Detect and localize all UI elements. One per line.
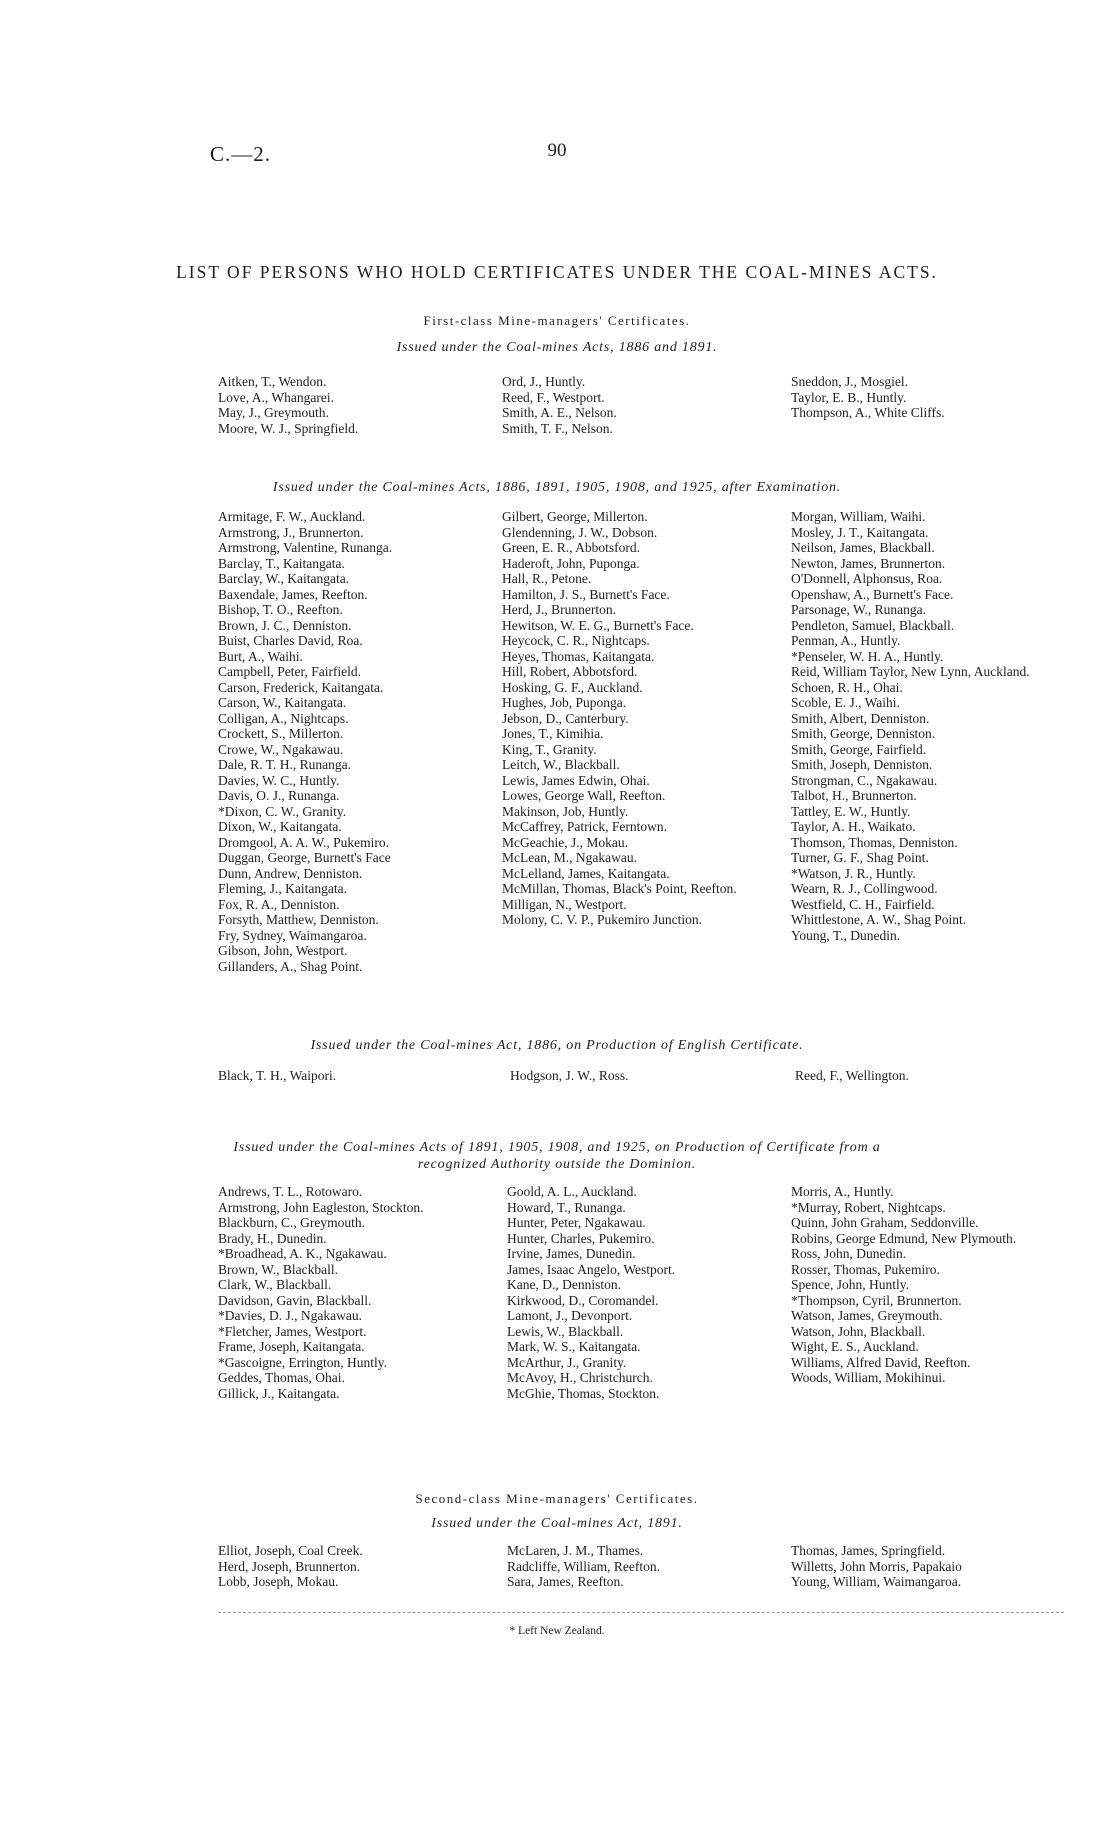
list-item: Mark, W. S., Kaitangata. — [507, 1339, 641, 1354]
list-item: Young, William, Waimangaroa. — [791, 1574, 962, 1589]
list-item: Hill, Robert, Abbotsford. — [502, 664, 638, 679]
list-item: Gillick, J., Kaitangata. — [218, 1385, 340, 1401]
section-heading-1891: Issued under the Coal-mines Act, 1891. — [431, 1516, 683, 1531]
list-item: Hewitson, W. E. G., Burnett's Face. — [502, 617, 694, 633]
list-item: Westfield, C. H., Fairfield. — [791, 896, 935, 912]
list-item: Heyes, Thomas, Kaitangata. — [502, 648, 655, 664]
list-item: McLean, M., Ngakawau. — [502, 850, 637, 865]
list-item: Duggan, George, Burnett's Face — [218, 850, 391, 865]
list-column — [791, 1184, 1063, 1386]
list-item: Dunn, Andrew, Denniston. — [218, 865, 363, 881]
list-item: Fox, R. A., Denniston. — [218, 896, 340, 912]
list-item: *Davies, D. J., Ngakawau. — [218, 1308, 362, 1323]
list-item: Neilson, James, Blackball. — [791, 540, 935, 555]
list-item: Rosser, Thomas, Pukemiro. — [791, 1261, 940, 1277]
list-item: Radcliffe, William, Reefton. — [507, 1558, 661, 1574]
list-item: Williams, Alfred David, Reefton. — [791, 1354, 971, 1370]
list-item: Pendleton, Samuel, Blackball. — [791, 617, 955, 633]
list-item: Brady, H., Dunedin. — [218, 1230, 327, 1246]
list-item: Goold, A. L., Auckland. — [507, 1184, 637, 1199]
list-item: McGhie, Thomas, Stockton. — [507, 1385, 660, 1401]
list-item: Lewis, James Edwin, Ohai. — [502, 772, 650, 788]
list-column — [502, 509, 768, 928]
list-column — [218, 509, 480, 974]
list-item: Molony, C. V. P., Pukemiro Junction. — [502, 912, 703, 927]
list-column — [791, 374, 1061, 421]
list-item: Talbot, H., Brunnerton. — [791, 788, 917, 803]
list-item: Jebson, D., Canterbury. — [502, 710, 629, 726]
list-item: Whittlestone, A. W., Shag Point. — [791, 912, 967, 927]
list-item: Aitken, T., Wendon. — [218, 374, 327, 389]
list-item: Davies, W. C., Huntly. — [218, 772, 340, 788]
list-column — [218, 1543, 480, 1590]
list-item: Leitch, W., Blackball. — [502, 757, 620, 772]
list-item: Mosley, J. T., Kaitangata. — [791, 524, 929, 540]
list-item: Wearn, R. J., Collingwood. — [791, 881, 938, 896]
list-item: Herd, Joseph, Brunnerton. — [218, 1558, 361, 1574]
list-item: Penman, A., Huntly. — [791, 633, 901, 648]
page-number: 90 — [547, 140, 567, 161]
list-item: Ord, J., Huntly. — [502, 374, 586, 389]
list-item: Hosking, G. F., Auckland. — [502, 679, 643, 695]
list-item: Armstrong, J., Brunnerton. — [218, 524, 364, 540]
list-item: Crockett, S., Millerton. — [218, 726, 344, 741]
list-item: Armstrong, John Eagleston, Stockton. — [218, 1199, 424, 1215]
list-item: Sneddon, J., Mosgiel. — [791, 374, 909, 389]
list-item: Davidson, Gavin, Blackball. — [218, 1292, 372, 1308]
list-item: Spence, John, Huntly. — [791, 1277, 909, 1292]
list-item: Hall, R., Petone. — [502, 571, 592, 586]
list-item: Sara, James, Reefton. — [507, 1574, 624, 1589]
list-item: Tattley, E. W., Huntly. — [791, 803, 911, 819]
list-item: Blackburn, C., Greymouth. — [218, 1215, 365, 1230]
list-item: May, J., Greymouth. — [218, 405, 329, 420]
list-item: Moore, W. J., Springfield. — [218, 420, 359, 436]
list-item: Kane, D., Denniston. — [507, 1277, 621, 1292]
list-item: *Gascoigne, Errington, Huntly. — [218, 1354, 387, 1370]
list-item: Andrews, T. L., Rotowaro. — [218, 1184, 363, 1199]
list-item: *Thompson, Cyril, Brunnerton. — [791, 1292, 962, 1308]
section-heading-outside-dominion: Issued under the Coal-mines Acts of 1891, 1905, 1908, and 1925, on Production of Certificate from a — [233, 1140, 881, 1155]
list-item: Green, E. R., Abbotsford. — [502, 540, 640, 555]
list-item: Parsonage, W., Runanga. — [791, 602, 926, 617]
list-item: *Penseler, W. H. A., Huntly. — [791, 648, 944, 664]
list-column — [218, 1068, 478, 1084]
list-item: *Fletcher, James, Westport. — [218, 1323, 367, 1339]
list-item: Black, T. H., Waipori. — [218, 1068, 337, 1083]
list-item: James, Isaac Angelo, Westport. — [507, 1261, 676, 1277]
list-item: Smith, Albert, Denniston. — [791, 710, 930, 726]
list-item: McAvoy, H., Christchurch. — [507, 1370, 653, 1385]
list-item: Woods, William, Mokihinui. — [791, 1370, 946, 1385]
list-column — [502, 374, 762, 436]
list-item: Scoble, E. J., Waihi. — [791, 695, 900, 710]
list-item: Quinn, John Graham, Seddonville. — [791, 1215, 979, 1230]
list-item: Clark, W., Blackball. — [218, 1277, 332, 1292]
list-item: Barclay, T., Kaitangata. — [218, 555, 345, 571]
list-column — [507, 1543, 769, 1590]
list-item: Lobb, Joseph, Mokau. — [218, 1574, 339, 1589]
list-item: Taylor, A. H., Waikato. — [791, 819, 916, 834]
list-item: Smith, A. E., Nelson. — [502, 405, 617, 420]
list-item: Robins, George Edmund, New Plymouth. — [791, 1230, 1017, 1246]
list-item: Openshaw, A., Burnett's Face. — [791, 586, 954, 602]
footnote: * Left New Zealand. — [509, 1625, 605, 1637]
list-item: Colligan, A., Nightcaps. — [218, 710, 349, 726]
list-item: Crowe, W., Ngakawau. — [218, 741, 344, 757]
list-item: Barclay, W., Kaitangata. — [218, 571, 350, 586]
list-item: Taylor, E. B., Huntly. — [791, 389, 907, 405]
list-item: Young, T., Dunedin. — [791, 927, 901, 943]
section-heading-1886-1891: Issued under the Coal-mines Acts, 1886 and 1891. — [396, 340, 718, 355]
list-item: Campbell, Peter, Fairfield. — [218, 664, 362, 679]
list-item: Bishop, T. O., Reefton. — [218, 602, 343, 617]
footnote-divider — [218, 1612, 1064, 1613]
list-item: McLaren, J. M., Thames. — [507, 1543, 644, 1558]
list-column — [218, 374, 478, 436]
page-title: LIST OF PERSONS WHO HOLD CERTIFICATES UNDER THE COAL-MINES ACTS. — [176, 262, 938, 282]
list-item: Jones, T., Kimihia. — [502, 726, 604, 741]
list-item: McGeachie, J., Mokau. — [502, 834, 628, 850]
list-item: Hunter, Peter, Ngakawau. — [507, 1215, 646, 1230]
list-column — [791, 509, 1061, 943]
list-item: Strongman, C., Ngakawau. — [791, 772, 938, 788]
list-item: Burt, A., Waihi. — [218, 648, 303, 664]
list-column — [510, 1068, 770, 1084]
list-item: *Dixon, C. W., Granity. — [218, 803, 347, 819]
list-item: Wight, E. S., Auckland. — [791, 1339, 919, 1354]
list-item: Lewis, W., Blackball. — [507, 1323, 624, 1339]
list-item: Armstrong, Valentine, Runanga. — [218, 540, 393, 555]
list-item: Lowes, George Wall, Reefton. — [502, 788, 666, 803]
list-item: Buist, Charles David, Roa. — [218, 633, 363, 648]
list-item: Morris, A., Huntly. — [791, 1184, 894, 1199]
list-item: Glendenning, J. W., Dobson. — [502, 524, 658, 540]
list-item: Watson, James, Greymouth. — [791, 1308, 943, 1323]
list-item: Newton, James, Brunnerton. — [791, 555, 946, 571]
section-heading-outside-dominion-continued: recognized Authority outside the Dominion. — [417, 1157, 697, 1172]
list-item: Dale, R. T. H., Runanga. — [218, 757, 351, 772]
list-item: Howard, T., Runanga. — [507, 1199, 626, 1215]
list-column — [507, 1184, 769, 1401]
list-item: *Watson, J. R., Huntly. — [791, 865, 916, 881]
first-class-heading: First-class Mine-managers' Certificates. — [423, 313, 691, 328]
list-column — [218, 1184, 480, 1401]
list-item: Dromgool, A. A. W., Pukemiro. — [218, 834, 390, 850]
list-item: Milligan, N., Westport. — [502, 896, 627, 912]
list-item: Forsyth, Matthew, Denniston. — [218, 912, 379, 927]
list-item: Carson, Frederick, Kaitangata. — [218, 679, 384, 695]
list-item: Herd, J., Brunnerton. — [502, 602, 616, 617]
list-item: Smith, George, Denniston. — [791, 726, 936, 741]
list-item: Heycock, C. R., Nightcaps. — [502, 633, 650, 648]
list-item: Davis, O. J., Runanga. — [218, 788, 340, 803]
list-item: McArthur, J., Granity. — [507, 1354, 627, 1370]
list-item: McCaffrey, Patrick, Ferntown. — [502, 819, 667, 834]
list-item: O'Donnell, Alphonsus, Roa. — [791, 571, 943, 586]
list-item: Gillanders, A., Shag Point. — [218, 958, 363, 974]
list-item: Thomson, Thomas, Denniston. — [791, 834, 958, 850]
list-item: Hamilton, J. S., Burnett's Face. — [502, 586, 670, 602]
list-item: Smith, George, Fairfield. — [791, 741, 927, 757]
list-item: Thomas, James, Springfield. — [791, 1543, 946, 1558]
list-item: Turner, G. F., Shag Point. — [791, 850, 929, 865]
list-item: *Murray, Robert, Nightcaps. — [791, 1199, 946, 1215]
list-item: Fry, Sydney, Waimangaroa. — [218, 927, 367, 943]
list-item: Watson, John, Blackball. — [791, 1323, 926, 1339]
list-item: Reid, William Taylor, New Lynn, Auckland. — [791, 664, 1030, 679]
list-item: Willetts, John Morris, Papakaio — [791, 1558, 962, 1574]
list-column — [791, 1543, 1063, 1590]
list-item: Fleming, J., Kaitangata. — [218, 881, 347, 896]
list-item: Elliot, Joseph, Coal Creek. — [218, 1543, 363, 1558]
list-item: Dixon, W., Kaitangata. — [218, 819, 342, 834]
list-item: Makinson, Job, Huntly. — [502, 803, 629, 819]
list-item: Hodgson, J. W., Ross. — [510, 1068, 629, 1083]
list-item: *Broadhead, A. K., Ngakawau. — [218, 1246, 387, 1261]
list-item: Brown, W., Blackball. — [218, 1261, 338, 1277]
list-item: Gibson, John, Westport. — [218, 943, 348, 958]
list-item: McMillan, Thomas, Black's Point, Reefton. — [502, 881, 737, 896]
list-item: Morgan, William, Waihi. — [791, 509, 926, 524]
document-reference: C.—2. — [210, 142, 272, 166]
list-item: McLelland, James, Kaitangata. — [502, 865, 670, 881]
list-item: Armitage, F. W., Auckland. — [218, 509, 366, 524]
list-item: Love, A., Whangarei. — [218, 389, 334, 405]
section-heading-examination: Issued under the Coal-mines Acts, 1886, 1891, 1905, 1908, and 1925, after Examination. — [272, 480, 842, 495]
list-item: Reed, F., Wellington. — [795, 1068, 909, 1083]
list-item: Brown, J. C., Denniston. — [218, 617, 352, 633]
second-class-heading: Second-class Mine-managers' Certificates. — [415, 1491, 699, 1506]
list-item: Kirkwood, D., Coromandel. — [507, 1292, 659, 1308]
list-item: Carson, W., Kaitangata. — [218, 695, 347, 710]
section-heading-english-certificate: Issued under the Coal-mines Act, 1886, on Production of English Certificate. — [310, 1038, 804, 1053]
list-item: Hunter, Charles, Pukemiro. — [507, 1230, 655, 1246]
list-item: Frame, Joseph, Kaitangata. — [218, 1339, 365, 1354]
list-item: King, T., Granity. — [502, 741, 597, 757]
list-item: Haderoft, John, Puponga. — [502, 555, 640, 571]
list-item: Smith, T. F., Nelson. — [502, 420, 613, 436]
list-item: Hughes, Job, Puponga. — [502, 695, 627, 710]
list-item: Schoen, R. H., Ohai. — [791, 679, 903, 695]
list-item: Irvine, James, Dunedin. — [507, 1246, 636, 1261]
list-item: Reed, F., Westport. — [502, 389, 605, 405]
list-item: Smith, Joseph, Denniston. — [791, 757, 933, 772]
list-item: Thompson, A., White Cliffs. — [791, 405, 945, 420]
list-item: Geddes, Thomas, Ohai. — [218, 1370, 345, 1385]
list-item: Lamont, J., Devonport. — [507, 1308, 633, 1323]
list-item: Baxendale, James, Reefton. — [218, 586, 368, 602]
list-column — [795, 1068, 1065, 1084]
list-item: Ross, John, Dunedin. — [791, 1246, 907, 1261]
list-item: Gilbert, George, Millerton. — [502, 509, 648, 524]
